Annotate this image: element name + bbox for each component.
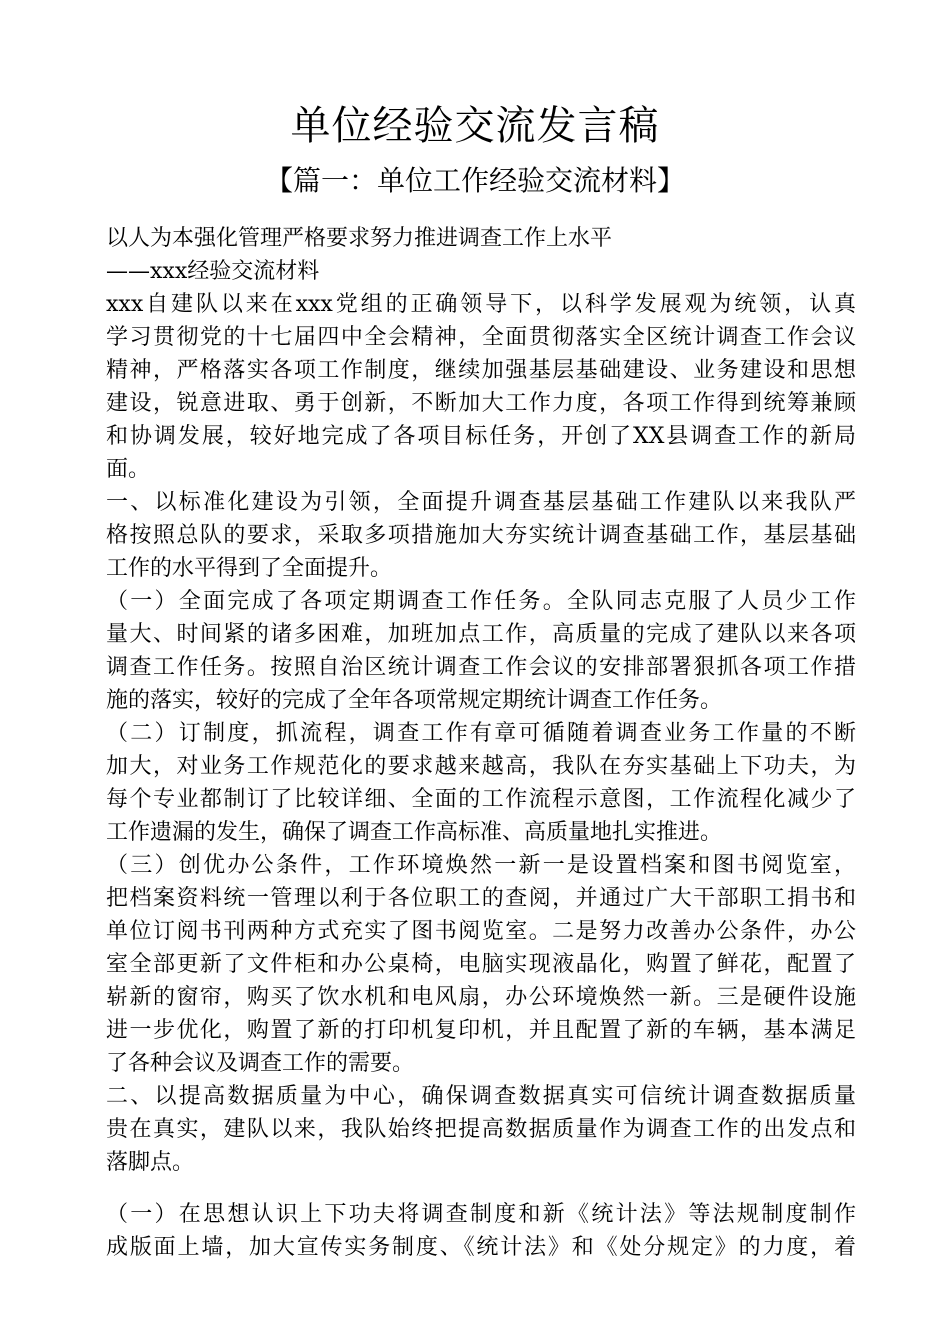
body-line: 了各种会议及调查工作的需要。 bbox=[106, 1051, 415, 1076]
body-line: 加大，对业务工作规范化的要求越来越高，我队在夯实基础上下功夫，为 bbox=[106, 754, 856, 779]
body-line: 施的落实，较好的完成了全年各项常规定期统计调查工作任务。 bbox=[106, 688, 723, 713]
document-title: 单位经验交流发言稿 bbox=[290, 103, 660, 149]
body-line: 贵在真实，建队以来，我队始终把提高数据质量作为调查工作的出发点和 bbox=[106, 1117, 856, 1142]
body-line: xxx自建队以来在xxx党组的正确领导下，以科学发展观为统领，认真 bbox=[106, 292, 856, 317]
body-line: 工作遗漏的发生，确保了调查工作高标准、高质量地扎实推进。 bbox=[106, 820, 723, 845]
body-line: 和协调发展，较好地完成了各项目标任务，开创了XX县调查工作的新局 bbox=[106, 424, 856, 449]
body-line: 把档案资料统一管理以利于各位职工的查阅，并通过广大干部职工捐书和 bbox=[106, 886, 856, 911]
body-line: （一）全面完成了各项定期调查工作任务。全队同志克服了人员少工作 bbox=[106, 589, 856, 614]
document-subtitle: 【篇一：单位工作经验交流材料】 bbox=[264, 164, 685, 197]
body-line: 室全部更新了文件柜和办公桌椅，电脑实现液晶化，购置了鲜花，配置了 bbox=[106, 952, 856, 977]
body-line: 一、以标准化建设为引领，全面提升调查基层基础工作建队以来我队严 bbox=[106, 490, 856, 515]
body-line: 二、以提高数据质量为中心，确保调查数据真实可信统计调查数据质量 bbox=[106, 1084, 856, 1109]
body-line: （一）在思想认识上下功夫将调查制度和新《统计法》等法规制度制作 bbox=[106, 1202, 856, 1227]
body-line: 进一步优化，购置了新的打印机复印机，并且配置了新的车辆，基本满足 bbox=[106, 1018, 856, 1043]
body-line: （二）订制度，抓流程，调查工作有章可循随着调查业务工作量的不断 bbox=[106, 721, 856, 746]
body-line: 格按照总队的要求，采取多项措施加大夯实统计调查基础工作，基层基础 bbox=[106, 523, 856, 548]
document-body bbox=[106, 222, 856, 1264]
body-line: 建设，锐意进取、勇于创新，不断加大工作力度，各项工作得到统筹兼顾 bbox=[106, 391, 856, 416]
body-line: 每个专业都制订了比较详细、全面的工作流程示意图，工作流程化减少了 bbox=[106, 787, 856, 812]
body-line: 调查工作任务。按照自治区统计调查工作会议的安排部署狠抓各项工作措 bbox=[106, 655, 856, 680]
body-line: （三）创优办公条件，工作环境焕然一新一是设置档案和图书阅览室， bbox=[106, 853, 856, 878]
body-line-heading: 以人为本强化管理严格要求努力推进调查工作上水平 bbox=[106, 226, 613, 251]
body-line: 落脚点。 bbox=[106, 1150, 195, 1175]
body-line: 成版面上墙，加大宣传实务制度、《统计法》和《处分规定》的力度，着 bbox=[106, 1235, 856, 1260]
body-line: 崭新的窗帘，购买了饮水机和电风扇，办公环境焕然一新。三是硬件设施 bbox=[106, 985, 856, 1010]
body-line-byline: ——xxx经验交流材料 bbox=[106, 259, 320, 284]
paragraph-gap bbox=[106, 1179, 856, 1198]
body-line: 精神，严格落实各项工作制度，继续加强基层基础建设、业务建设和思想 bbox=[106, 358, 856, 383]
body-line: 量大、时间紧的诸多困难，加班加点工作，高质量的完成了建队以来各项 bbox=[106, 622, 856, 647]
body-line: 单位订阅书刊两种方式充实了图书阅览室。二是努力改善办公条件，办公 bbox=[106, 919, 856, 944]
body-line: 工作的水平得到了全面提升。 bbox=[106, 556, 393, 581]
body-line: 面。 bbox=[106, 457, 151, 482]
body-line: 学习贯彻党的十七届四中全会精神，全面贯彻落实全区统计调查工作会议 bbox=[106, 325, 856, 350]
